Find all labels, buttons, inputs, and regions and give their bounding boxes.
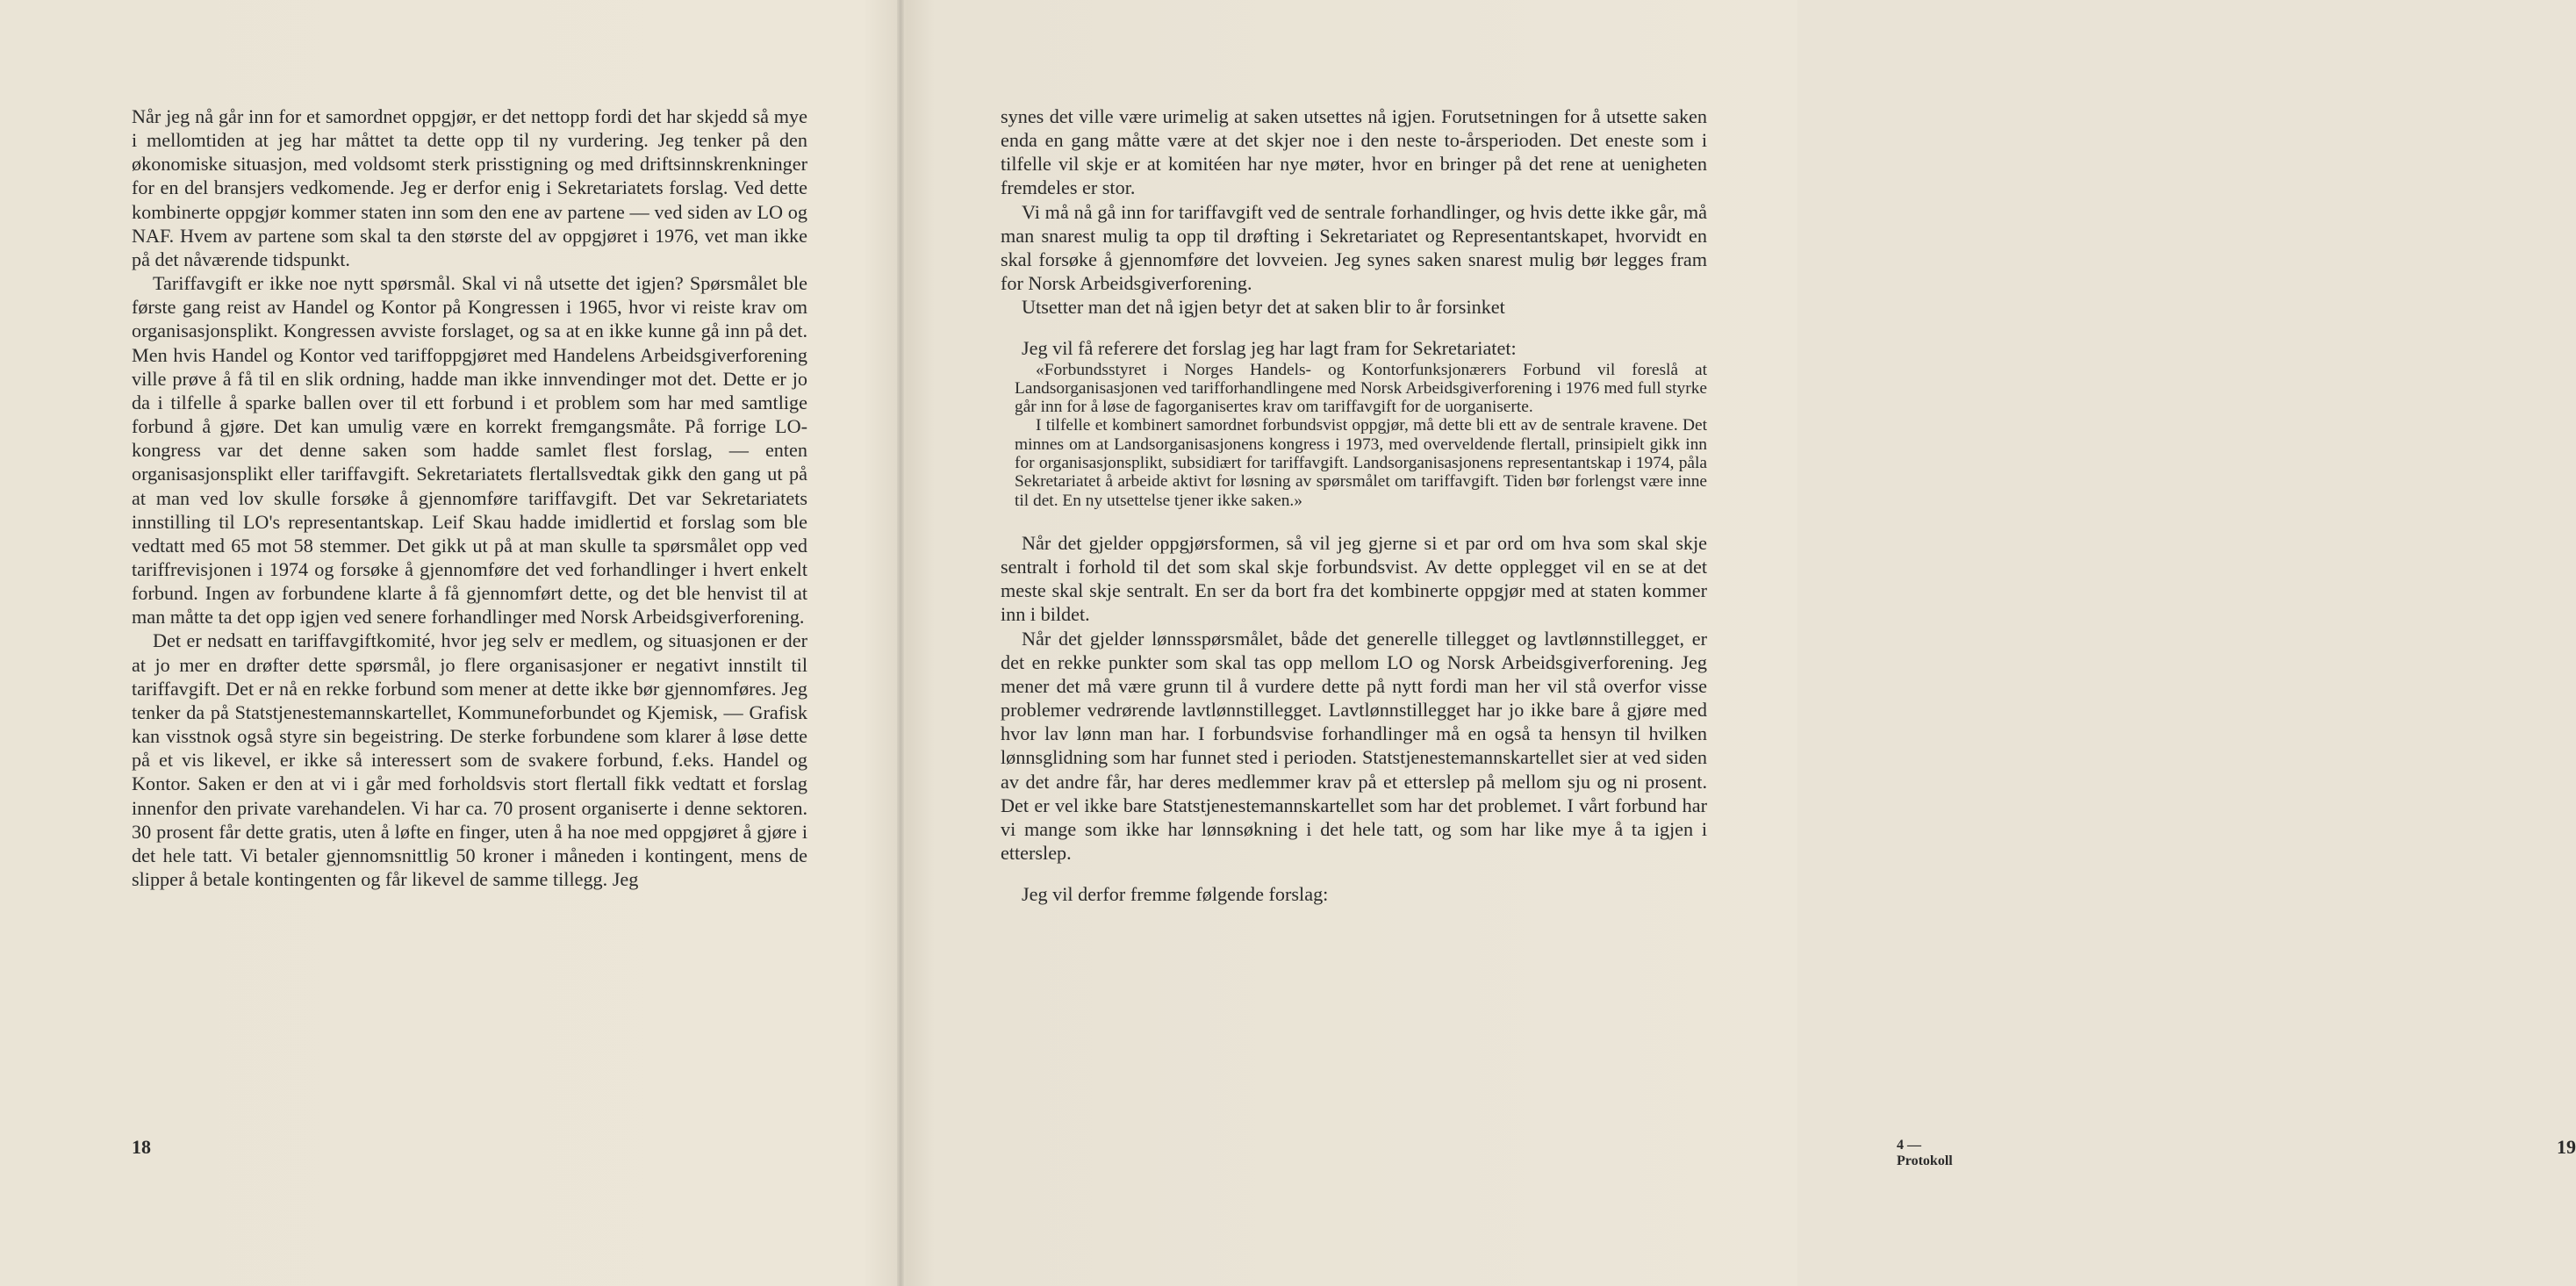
left-paragraph: Når jeg nå går inn for et samordnet oppgjør, er det nettopp fordi det har skjedd så mye i mellomtiden at jeg har måttet ta dette opp til ny vurdering. Jeg tenker på den økonomiske situasjon, med voldsomt sterk prisstigning og med driftsinnskrenkninger for en del bransjers vedkomende. Jeg er derfor enig i Sekretariatets forslag. Ved dette kombinerte oppgjør kommer staten inn som den ene av partene — ved siden av LO og NAF. Hvem av partene som skal ta den største del av oppgjøret i 1976, vet man ikke på det nåværende tidspunkt. — [132, 105, 807, 270]
right-paragraph: Når det gjelder oppgjørsformen, så vil jeg gjerne si et par ord om hva som skal skje sentralt i forhold til det som skal skje forbundsvist. Av dette opplegget vil en se at det meste skal skje sentralt. En ser da bort fra det kombinerte oppgjør med at staten kommer inn i bildet. — [1001, 531, 1707, 626]
left-text-column — [132, 104, 807, 891]
page-number-left: 18 — [132, 1136, 151, 1158]
left-paragraph: Tariffavgift er ikke noe nytt spørsmål. Skal vi nå utsette det igjen? Spørsmålet ble første gang reist av Handel og Kontor på Kongressen i 1965, hvor vi reiste krav om organisasjonsplikt. Kongressen avviste forslaget, og sa at en ikke kunne gå inn på det. Men hvis Handel og Kontor ved tariffoppgjøret med Handelens Arbeidsgiverforening ville prøve å få til en slik ordning, hadde man ikke innvendinger mot det. Dette er jo da i tilfelle å sparke ballen over til ett forbund i et problem som har med samtlige forbund å gjøre. Det kan umulig være en korrekt fremgangsmåte. På forrige LO-kongress var det denne saken som hadde samlet flest forslag, — enten organisasjonsplikt eller tariffavgift. Sekretariatets flertallsvedtak gikk den gang ut på at man ved lov skulle forsøke å gjennomføre tariffavgift. Det var Sekretariatets innstilling til LO's representantskap. Leif Skau hadde imidlertid et forslag som ble vedtatt med 65 mot 58 stemmer. Det gikk ut på at man skulle ta spørsmålet opp ved tariffrevisjonen i 1974 og forsøke å gjennomføre det ved forhandlinger i hvert enkelt forbund. Ingen av forbundene klarte å få gjennomført dette, og det ble henvist til at man måtte ta det opp igjen ved senere forhandlinger med Norsk Arbeidsgiverforening. — [132, 272, 807, 629]
block-quote — [1015, 361, 1707, 510]
signature-mark: 4 — Protokoll — [1897, 1138, 1953, 1168]
right-paragraph: Jeg vil derfor fremme følgende forslag: — [1022, 883, 1329, 906]
quote-intro: Jeg vil få referere det forslag jeg har lagt fram for Sekretariatet: — [1022, 337, 1517, 360]
left-page — [0, 0, 899, 1286]
right-paragraph: Vi må nå gå inn for tariffavgift ved de sentrale forhandlinger, og hvis dette ikke går, må man snarest mulig ta opp til drøfting i Sekretariatet og Representantskapet, hvorvidt en skal forsøke å gjennomføre det lovveien. Jeg synes saken snarest mulig bør legges fram for Norsk Arbeidsgiverforening. — [1001, 200, 1707, 295]
right-paragraph: Utsetter man det nå igjen betyr det at saken blir to år forsinket — [1022, 296, 1505, 319]
right-text-column — [1001, 104, 1707, 906]
right-paragraph: Når det gjelder lønnsspørsmålet, både det generelle tillegget og lavtlønnstillegget, er det en rekke punkter som skal tas opp mellom LO og Norsk Arbeidsgiverforening. Jeg mener det må være grunn til å vurdere dette på nytt fordi man her vil stå overfor visse problemer vedrørende lavtlønnstillegget. Lavtlønnstillegget har jo ikke bare å gjøre med hvor lav lønn man har. I forbundsvise forhandlinger må en også ta hensyn til hvilken lønnsglidning som har funnet sted i perioden. Statstjenestemannskartellet sier at ved siden av det andre får, har deres medlemmer krav på et etterslep på mellom sju og ni prosent. Det er vel ikke bare Statstjenestemannskartellet som har det problemet. I vårt forbund har vi mange som ikke har lønnsøkning i det hele tatt, og som har like mye å ta igjen i etterslep. — [1001, 627, 1707, 864]
quote-paragraph: «Forbundsstyret i Norges Handels- og Kontorfunksjonærers Forbund vil foreslå at Landsorganisasjonen ved tarifforhandlingene med Norsk Arbeidsgiverforening i 1976 med full styrke går inn for å løse de fagorganisertes krav om tariffavgift for de uorganiserte. — [1015, 360, 1707, 417]
left-paragraph: Det er nedsatt en tariffavgiftkomité, hvor jeg selv er medlem, og situasjonen er der at jo mer en drøfter dette spørsmål, jo flere organisasjoner er negativt innstilt til tariffavgift. Det er nå en rekke forbund som mener at dette ikke bør gjennomføres. Jeg tenker da på Statstjenestemannskartellet, Kommuneforbundet og Kjemisk, — Grafisk kan visstnok også styre sin begeistring. De sterke forbundene som klarer å løse dette på et vis likevel, er ikke så interessert som de svakere forbund, f.eks. Handel og Kontor. Saken er den at vi i går med forholdsvis stort flertall fikk vedtatt et forslag innenfor den private varehandelen. Vi har ca. 70 prosent organiserte i denne sektoren. 30 prosent får dette gratis, uten å løfte en finger, uten å ha noe med oppgjøret å gjøre i det hele tatt. Vi betaler gjennomsnittlig 50 kroner i måneden i kontingent, mens de slipper å betale kontingenten og får likevel de samme tillegg. Jeg — [132, 629, 807, 890]
quote-paragraph: I tilfelle et kombinert samordnet forbundsvist oppgjør, må dette bli ett av de sentrale kravene. Det minnes om at Landsorganisasjonens kongress i 1973, med overveldende flertall, prinsipielt gikk inn for organisasjonsplikt, subsidiært for tariffavgift. Landsorganisasjonens representantskap i 1974, påla Sekretariatet å arbeide aktivt for løsning av spørsmålet om tariffavgift. Tiden bør forlengst være inne til det. En ny utsettelse tjener ikke saken.» — [1015, 416, 1707, 510]
page-number-right: 19 — [2557, 1136, 2576, 1158]
right-page — [902, 0, 2576, 1286]
right-paragraph: synes det ville være urimelig at saken utsettes nå igjen. Forutsetningen for å utsette saken enda en gang måtte være at det skjer noe i den neste to-årsperioden. Det eneste som i tilfelle vil skje er at komitéen har nye møter, hvor en bringer på det rene at uenigheten fremdeles er stor. — [1001, 105, 1707, 199]
